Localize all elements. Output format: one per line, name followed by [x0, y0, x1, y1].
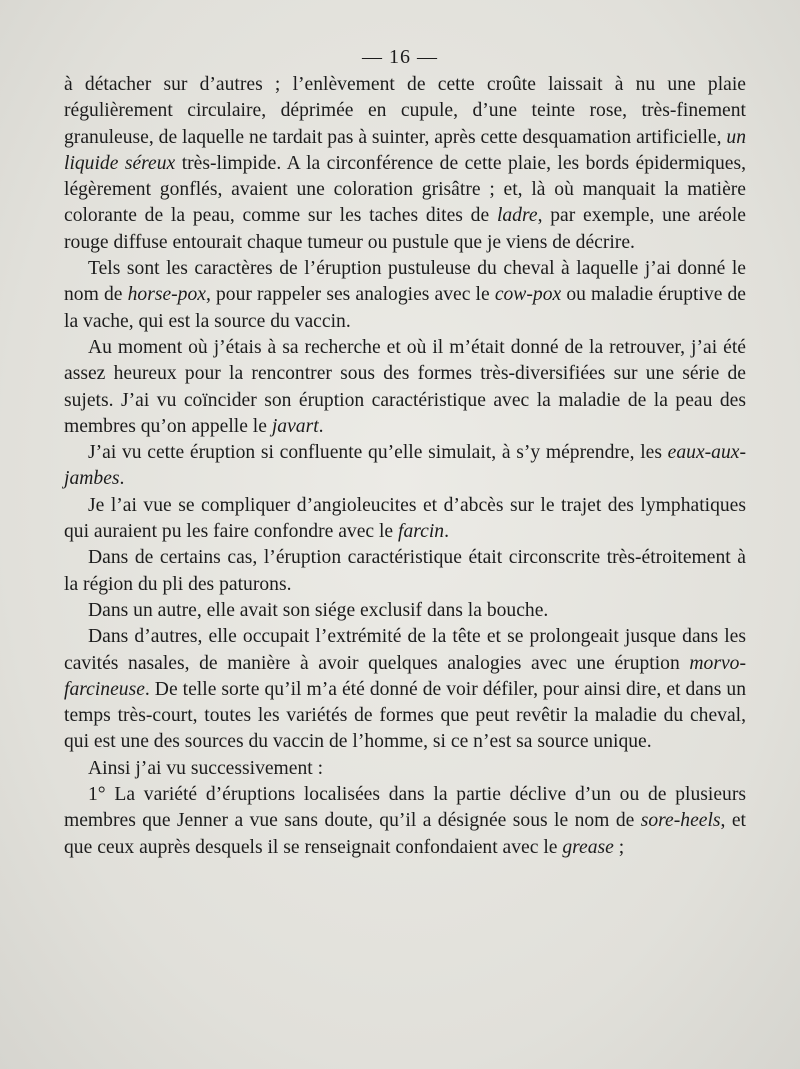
- paragraph: [64, 335, 746, 440]
- paragraph: [64, 756, 746, 782]
- italic-term: farcin: [398, 521, 445, 543]
- paragraph: [64, 493, 746, 546]
- text-run: à détacher sur d’autres ; l’enlèvement de cette croûte laissait à nu une plaie régulièrement circulaire, déprimée en cupule, d’une teinte rose, très-finement granuleuse, de laquelle ne tardait pas à suinter, après cette desquamation artificielle,: [64, 74, 746, 148]
- italic-term: grease: [562, 836, 614, 858]
- paragraph: [64, 72, 746, 256]
- paragraph: [64, 256, 746, 335]
- italic-term: un liquide séreux: [64, 126, 746, 174]
- italic-term: javart: [271, 415, 319, 437]
- body-text: [64, 72, 746, 861]
- text-run: , pour rappeler ses analogies avec le: [205, 284, 495, 306]
- text-run: ou maladie éruptive de la vache, qui est la source du vaccin.: [64, 284, 747, 332]
- italic-term: sore-heels: [640, 810, 721, 832]
- text-run: 1° La variété d’éruptions localisées dans la partie déclive d’un ou de plusieurs membres que Jenner a vue sans doute, qu’il a désignée sous le nom de: [64, 784, 746, 832]
- italic-term: ladre: [496, 205, 538, 227]
- text-run: Je l’ai vue se compliquer d’angioleucites et d’abcès sur le trajet des lymphatiques qui auraient pu les faire confondre avec le: [64, 494, 746, 543]
- paragraph: [64, 545, 746, 598]
- text-run: Dans un autre, elle avait son siége exclusif dans la bouche.: [88, 599, 549, 621]
- paragraph: [64, 782, 746, 861]
- italic-term: morvo-farcineuse: [64, 652, 746, 700]
- text-run: , par exemple, une aréole rouge diffuse entourait chaque tumeur ou pustule que je viens de décrire.: [64, 205, 746, 253]
- italic-term: cow-pox: [494, 284, 562, 306]
- text-run: .: [119, 468, 125, 490]
- page-number: — 16 —: [362, 46, 438, 68]
- text-run: Tels sont les caractères de l’éruption pustuleuse du cheval à laquelle j’ai donné le nom de: [64, 258, 746, 306]
- paragraph: [64, 624, 746, 755]
- text-run: Au moment où j’étais à sa recherche et où il m’était donné de la retrouver, j’ai été assez heureux pour la rencontrer sous des formes très-diversifiées sur une série de sujets. J’ai vu coïncider son éruption caractéristique avec la maladie de la peau des membres qu’on appelle le: [64, 336, 746, 437]
- text-run: .: [444, 521, 450, 543]
- italic-term: horse-pox: [127, 284, 206, 306]
- italic-term: eaux-aux-jambes: [64, 442, 746, 490]
- text-run: Ainsi j’ai vu successivement :: [88, 757, 324, 779]
- text-run: , et que ceux auprès desquels il se renseignait confondaient avec le: [64, 810, 746, 858]
- text-run: . De telle sorte qu’il m’a été donné de voir défiler, pour ainsi dire, et dans un temps très-court, toutes les variétés de formes que peut revêtir la maladie du cheval, qui est une des sources du vaccin de l’homme, si ce n’est sa source unique.: [64, 678, 746, 753]
- text-run: très-limpide. A la circonférence de cette plaie, les bords épidermiques, légèrement gonflés, avaient une coloration grisâtre ; et, là où manquait la matière colorante de la peau, comme sur les taches dites de: [64, 152, 747, 227]
- text-run: J’ai vu cette éruption si confluente qu’elle simulait, à s’y méprendre, les: [88, 442, 668, 464]
- text-run: ;: [613, 836, 625, 858]
- paragraph: [64, 598, 746, 624]
- paragraph: [64, 440, 746, 493]
- text-run: Dans d’autres, elle occupait l’extrémité de la tête et se prolongeait jusque dans les cavités nasales, de manière à avoir quelques analogies avec une éruption: [64, 626, 746, 674]
- text-run: Dans de certains cas, l’éruption caractéristique était circonscrite très-étroitement à la région du pli des paturons.: [64, 547, 746, 595]
- text-run: .: [318, 415, 324, 437]
